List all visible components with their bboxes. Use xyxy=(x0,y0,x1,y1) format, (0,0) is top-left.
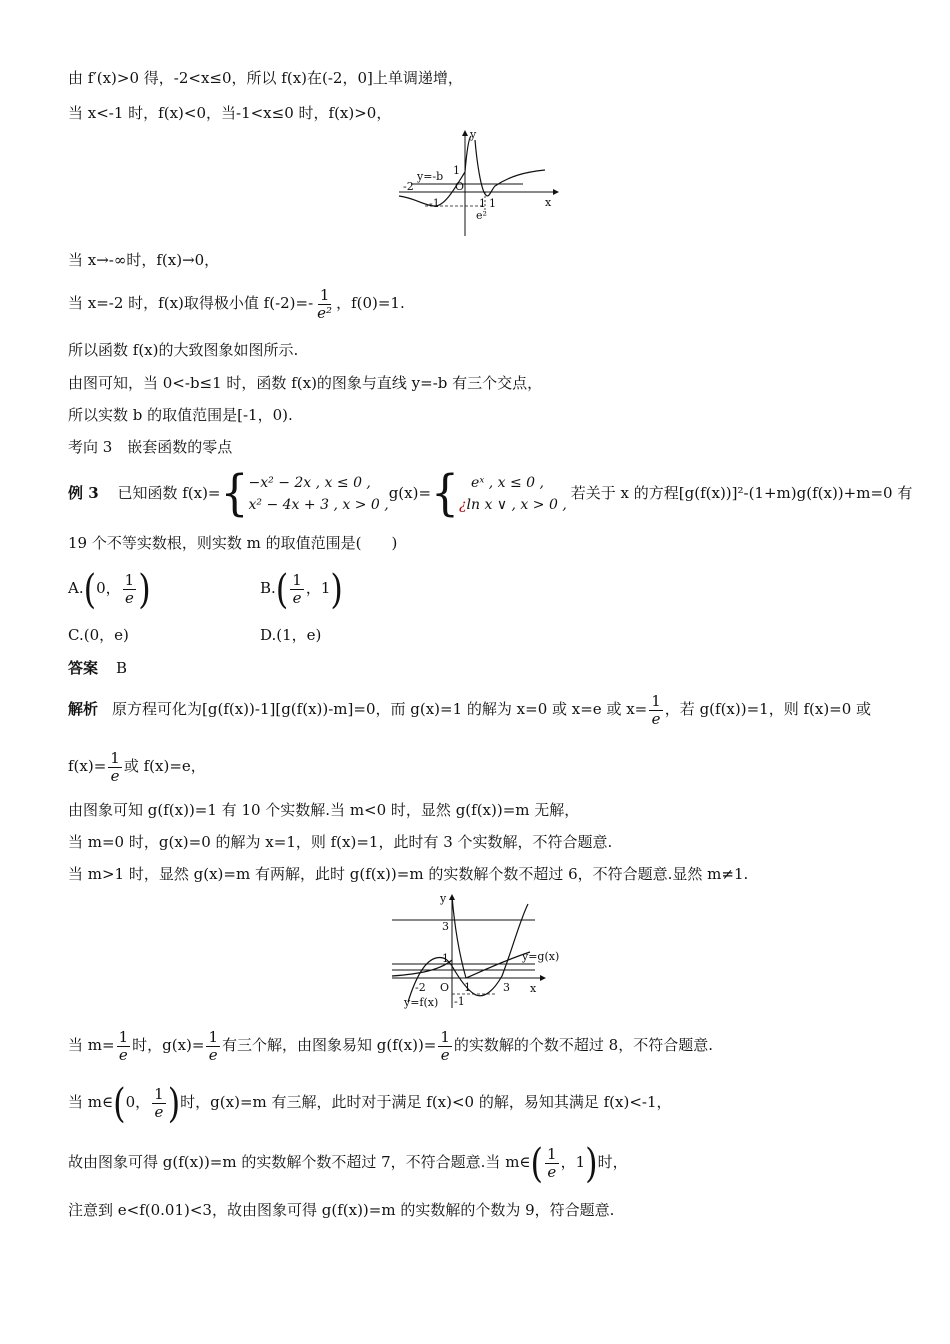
graph1-tick: -1 xyxy=(429,197,440,210)
brace: { xyxy=(220,465,249,522)
denominator: e² xyxy=(317,303,333,322)
text-segment: 当 m∈ xyxy=(68,1093,114,1111)
fraction xyxy=(545,1146,559,1181)
numerator: 1 xyxy=(124,570,135,589)
solution-label: 解析 xyxy=(68,700,99,718)
text-segment: 的实数解的个数不超过 8，不符合题意. xyxy=(453,1036,713,1054)
solution-line xyxy=(68,688,871,730)
text-segment: ，若 g(f(x))=1，则 f(x)=0 或 xyxy=(664,700,872,718)
text-segment: f(x)= xyxy=(68,757,107,775)
denominator: e xyxy=(154,1102,164,1121)
piece-row xyxy=(459,494,567,516)
text-line: 所以函数 f(x)的大致图象如图所示. xyxy=(68,341,299,359)
piece-row: eˣ , x ≤ 0 , xyxy=(471,475,544,491)
numerator: 1 xyxy=(440,1027,450,1046)
text-segment: 故由图象可得 g(f(x))=m 的实数解个数不超过 7，不符合题意.当 m∈ xyxy=(68,1153,531,1171)
graph2-tick: 1 xyxy=(442,952,449,965)
text-line xyxy=(68,1079,672,1127)
text-line xyxy=(68,745,206,787)
denominator: e xyxy=(292,588,302,607)
text-segment: 或 f(x)=e， xyxy=(123,757,206,775)
paren: ) xyxy=(585,1139,598,1187)
option-c[interactable]: C.(0，e) xyxy=(68,626,129,644)
numerator: 1 xyxy=(547,1144,557,1163)
graph1-tick: e² xyxy=(476,209,487,222)
piece-row: −x² − 2x , x ≤ 0 , xyxy=(248,475,371,491)
paren: ( xyxy=(275,565,289,613)
text-line xyxy=(68,1024,713,1066)
graph2-tick: -1 xyxy=(454,995,465,1008)
graph1-y-label: y xyxy=(470,128,477,141)
text-line: 当 x<-1 时，f(x)<0，当-1<x≤0 时，f(x)>0， xyxy=(68,104,392,122)
text-line: 由图象可知 g(f(x))=1 有 10 个实数解.当 m<0 时，显然 g(f(x))=m 无解， xyxy=(68,801,580,819)
fraction xyxy=(152,1086,166,1121)
text-segment: 0， xyxy=(125,1093,151,1111)
denominator: e xyxy=(118,1045,128,1064)
paren: ) xyxy=(138,565,151,613)
text-line: 19 个不等实数根，则实数 m 的取值范围是( ) xyxy=(68,534,398,552)
text-segment: 时， xyxy=(597,1153,628,1171)
graph1-tick: 1 xyxy=(479,197,486,210)
glyph-error: ¿ xyxy=(459,497,467,513)
text-segment: ，1 xyxy=(305,579,331,597)
fraction xyxy=(123,572,137,607)
option-b[interactable] xyxy=(260,565,343,613)
numerator: 1 xyxy=(118,1027,129,1046)
graph2-tick: -2 xyxy=(415,981,426,994)
text-segment: 已知函数 f(x)= xyxy=(117,484,221,502)
text-line: 由 f′(x)>0 得，-2<x≤0，所以 f(x)在(-2，0]上单调递增， xyxy=(68,69,463,87)
answer-line xyxy=(68,658,127,678)
graph2-tick: 3 xyxy=(503,981,510,994)
denominator: e xyxy=(651,709,661,728)
numerator: 1 xyxy=(154,1084,164,1103)
text-segment: 0， xyxy=(96,579,121,597)
paren: ( xyxy=(83,565,97,613)
section-heading: 考向 3 嵌套函数的零点 xyxy=(68,438,233,456)
graph1-tick: 1 xyxy=(453,164,460,177)
fraction xyxy=(206,1029,220,1064)
brace: { xyxy=(431,465,460,522)
denominator: e xyxy=(547,1162,557,1181)
text-line: 所以实数 b 的取值范围是[-1，0). xyxy=(68,406,293,424)
paren: ) xyxy=(330,565,343,613)
paren: ( xyxy=(113,1079,126,1127)
example-label: 例 3 xyxy=(68,484,99,502)
piece-row-text: ln x ∨ , x > 0 , xyxy=(466,497,567,513)
text-segment: 有三个解，由图象易知 g(f(x))= xyxy=(222,1036,437,1054)
text-segment: g(x)= xyxy=(388,484,432,502)
text-line: 当 m>1 时，显然 g(x)=m 有两解，此时 g(f(x))=m 的实数解个数不超过 6，不符合题意.显然 m≠1. xyxy=(68,865,749,883)
graph1-x-label: x xyxy=(545,196,552,209)
denominator: e xyxy=(110,766,120,785)
fraction xyxy=(315,287,334,322)
text-line: 注意到 e<f(0.01)<3，故由图象可得 g(f(x))=m 的实数解的个数为 9，符合题意. xyxy=(68,1201,615,1219)
text-segment: ，f(0)=1. xyxy=(336,294,405,312)
fraction xyxy=(290,572,304,607)
paren: ( xyxy=(530,1139,544,1187)
denominator: e xyxy=(124,588,134,607)
graph2-tick: 3 xyxy=(442,920,449,933)
denominator: e xyxy=(440,1045,450,1064)
option-label: A. xyxy=(68,579,84,597)
text-segment: 当 x=-2 时，f(x)取得极小值 f(-2)=- xyxy=(68,294,314,312)
fraction xyxy=(438,1029,452,1064)
graph2-tick: 1 xyxy=(464,981,471,994)
paren: ) xyxy=(167,1079,181,1127)
text-line: 由图可知，当 0<-b≤1 时，函数 f(x)的图象与直线 y=-b 有三个交点， xyxy=(68,374,543,392)
numerator: 1 xyxy=(208,1027,218,1046)
text-line: 当 x→-∞时，f(x)→0， xyxy=(68,251,220,269)
graph1-origin: O xyxy=(455,180,465,193)
fraction xyxy=(108,750,122,785)
graph2-f-label: y=f(x) xyxy=(404,996,439,1009)
graph1-tick: -2 xyxy=(403,180,414,193)
graph1-tick: 1 xyxy=(489,197,496,210)
option-row xyxy=(68,565,151,613)
graph2-g-label: y=g(x) xyxy=(522,950,560,963)
piecewise-g xyxy=(431,465,567,522)
graph-fx-figure xyxy=(395,128,560,238)
graph2-origin: O xyxy=(440,981,450,994)
text-line xyxy=(68,283,405,323)
option-label: B. xyxy=(260,579,276,597)
graph-fg-figure xyxy=(390,890,565,1010)
denominator: e xyxy=(208,1045,218,1064)
text-line: 当 m=0 时，g(x)=0 的解为 x=1，则 f(x)=1，此时有 3 个实数解，不符合题意. xyxy=(68,833,613,851)
text-segment: 时，g(x)=m 有三解，此时对于满足 f(x)<0 的解，易知其满足 f(x)<-1， xyxy=(180,1093,672,1111)
graph1-line-label: y=-b xyxy=(417,170,444,183)
piece-row: x² − 4x + 3 , x > 0 , xyxy=(248,497,389,513)
text-segment: 当 m= xyxy=(68,1036,115,1054)
text-segment: 原方程可化为[g(f(x))-1][g(f(x))-m]=0，而 g(x)=1 的解为 x=0 或 x=e 或 x= xyxy=(112,700,648,718)
answer-value: B xyxy=(116,659,128,677)
text-segment: 时，g(x)= xyxy=(132,1036,205,1054)
text-segment: 若关于 x 的方程[g(f(x))]²-(1+m)g(f(x))+m=0 有 xyxy=(570,484,913,502)
graph2-y-label: y xyxy=(440,892,447,905)
numerator: 1 xyxy=(110,748,120,767)
option-row xyxy=(260,565,343,613)
example-statement xyxy=(68,465,913,522)
numerator: 1 xyxy=(651,691,661,710)
fraction xyxy=(117,1029,131,1064)
option-a[interactable] xyxy=(68,565,151,613)
option-d[interactable]: D.(1，e) xyxy=(260,626,322,644)
text-line xyxy=(68,1139,628,1187)
fraction xyxy=(649,693,663,728)
graph2-x-label: x xyxy=(530,982,537,995)
text-segment: ，1 xyxy=(560,1153,586,1171)
answer-label: 答案 xyxy=(68,659,99,677)
piecewise-f xyxy=(220,465,389,522)
numerator: 1 xyxy=(292,570,302,589)
numerator: 1 xyxy=(319,285,330,304)
